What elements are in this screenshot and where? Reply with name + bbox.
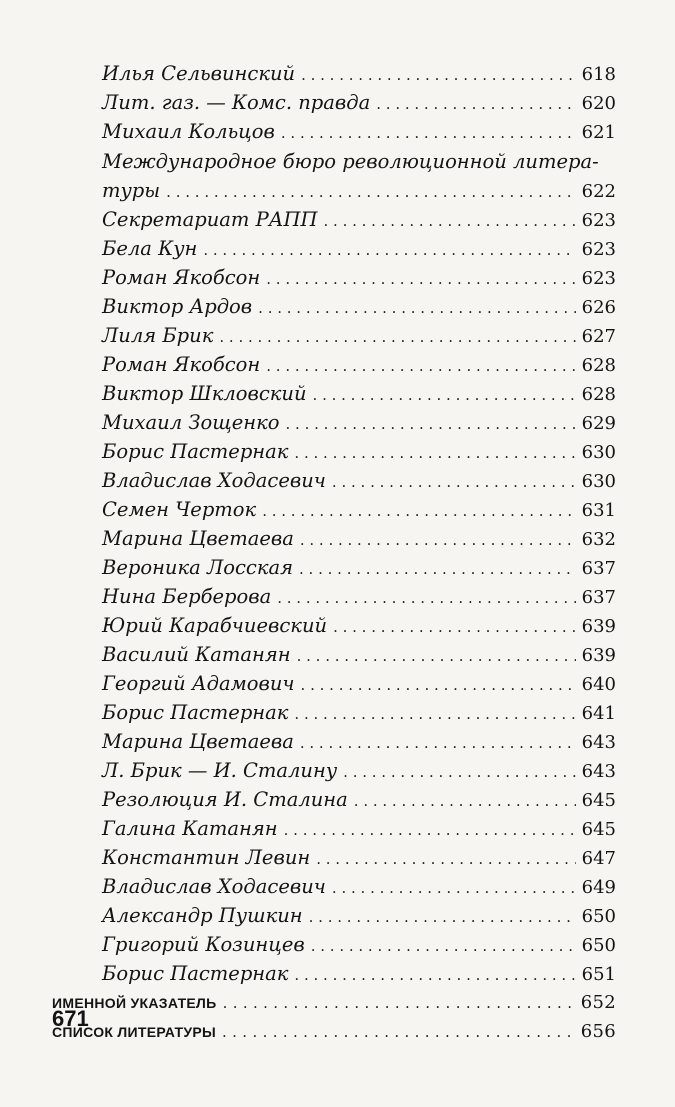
leader-dots [223,989,575,1017]
leader-dots [313,381,576,409]
toc-entry [102,206,616,234]
toc-entry [102,815,616,843]
leader-dots [343,758,575,786]
entry-page: 649 [581,877,616,898]
entry-title: Илья Сельвинский [102,62,296,85]
entry-page: 626 [581,297,616,318]
toc-entry [102,844,616,872]
entry-page: 643 [581,761,616,782]
entry-title: Александр Пушкин [102,904,303,927]
entry-title: Марина Цветаева [102,527,294,550]
entry-page: 637 [581,558,616,579]
toc-entry [102,264,616,292]
toc-entry [102,177,616,205]
entry-title: Константин Левин [102,846,311,869]
entry-page: 623 [581,239,616,260]
entry-title: Роман Якобсон [102,353,261,376]
leader-dots [316,845,575,873]
toc-section-name-index [52,989,616,1017]
leader-dots [311,932,576,960]
entry-title: Владислав Ходасевич [102,469,326,492]
toc-entry [102,931,616,959]
leader-dots [166,178,575,206]
entry-page: 641 [581,703,616,724]
page-number: 671 [52,1006,89,1031]
entry-title: Лиля Брик [102,324,214,347]
entry-title: Борис Пастернак [102,440,289,463]
entry-page: 618 [581,64,616,85]
toc-entry [102,293,616,321]
toc-entry [102,89,616,117]
entry-page: 628 [581,384,616,405]
entry-title: Борис Пастернак [102,701,289,724]
toc-entry [102,873,616,901]
entry-title: Михаил Кольцов [102,120,275,143]
toc-entry [102,757,616,785]
leader-dots [376,90,575,118]
entry-title: Василий Катанян [102,643,291,666]
leader-dots [294,961,575,989]
entry-title: Роман Якобсон [102,266,261,289]
leader-dots [222,1018,575,1046]
entry-title: Виктор Ардов [102,295,253,318]
leader-dots [333,613,576,641]
entry-title: Галина Катанян [102,817,278,840]
toc-entry [102,902,616,930]
toc-entry [102,118,616,146]
leader-dots [281,119,576,147]
toc-entry [102,60,616,88]
entry-title: Нина Берберова [102,585,272,608]
leader-dots [300,526,576,554]
entry-page: 620 [581,93,616,114]
entry-title: Владислав Ходасевич [102,875,326,898]
leader-dots [301,671,576,699]
section-title: ИМЕННОЙ УКАЗАТЕЛЬ [52,995,217,1011]
entry-title: Григорий Козинцев [102,933,305,956]
leader-dots [354,787,576,815]
leader-dots [203,236,575,264]
entry-page: 647 [581,848,616,869]
toc-entry [102,496,616,524]
leader-dots [266,352,575,380]
toc-entry [102,467,616,495]
toc-entry [102,322,616,350]
entry-page: 639 [581,645,616,666]
entry-page: 643 [581,732,616,753]
entry-page: 637 [581,587,616,608]
entry-title: Борис Пастернак [102,962,289,985]
section-title: СПИСОК ЛИТЕРАТУРЫ [52,1024,217,1040]
entry-title: Лит. газ. — Комс. правда [102,91,371,114]
entry-page: 629 [581,413,616,434]
leader-dots [301,61,576,89]
entry-page: 640 [581,674,616,695]
entry-title: Семен Черток [102,498,257,521]
leader-dots [284,816,576,844]
leader-dots [324,207,576,235]
entry-title: Юрий Карабчиевский [102,614,328,637]
toc-entry [102,960,616,988]
entry-page: 623 [581,210,616,231]
leader-dots [332,468,576,496]
entry-title: Георгий Адамович [102,672,295,695]
entry-title: Секретариат РАПП [102,208,318,231]
leader-dots [299,555,576,583]
toc-entry [102,583,616,611]
leader-dots [258,294,575,322]
leader-dots [300,729,576,757]
entry-title: Вероника Лосская [102,556,294,579]
toc-entry [102,728,616,756]
toc-entry [102,699,616,727]
entry-page: 630 [581,471,616,492]
entry-title: Л. Брик — И. Сталину [102,759,338,782]
entry-title: Виктор Шкловский [102,382,307,405]
entry-title: Бела Кун [102,237,198,260]
entry-page: 628 [581,355,616,376]
leader-dots [219,323,575,351]
entry-page: 645 [581,790,616,811]
toc-entry [102,786,616,814]
leader-dots [332,874,576,902]
section-page: 652 [580,992,616,1013]
entry-title: туры [102,179,161,202]
toc-entry [102,525,616,553]
toc-entry [102,409,616,437]
entry-title: Резолюция И. Сталина [102,788,348,811]
entry-page: 623 [581,268,616,289]
toc-entry [102,438,616,466]
leader-dots [297,642,576,670]
toc-entry [102,380,616,408]
entry-page: 631 [581,500,616,521]
entry-title-first-line: Международное бюро революционной литера- [102,150,599,173]
entry-page: 650 [581,906,616,927]
leader-dots [309,903,576,931]
toc-entry [102,554,616,582]
entry-page: 621 [581,122,616,143]
entry-page: 622 [581,181,616,202]
toc-entry [102,641,616,669]
entry-page: 645 [581,819,616,840]
toc-entry [102,670,616,698]
entry-page: 650 [581,935,616,956]
leader-dots [262,497,575,525]
leader-dots [294,439,575,467]
section-page: 656 [580,1021,616,1042]
toc-entry [102,235,616,263]
entry-title: Марина Цветаева [102,730,294,753]
entry-page: 632 [581,529,616,550]
leader-dots [277,584,575,612]
entry-page: 627 [581,326,616,347]
toc-entry [102,612,616,640]
entry-page: 630 [581,442,616,463]
leader-dots [266,265,575,293]
toc-entry [102,351,616,379]
toc-section-bibliography [52,1018,616,1046]
entry-page: 639 [581,616,616,637]
leader-dots [294,700,575,728]
entry-title: Михаил Зощенко [102,411,280,434]
leader-dots [286,410,576,438]
entry-page: 651 [581,964,616,985]
